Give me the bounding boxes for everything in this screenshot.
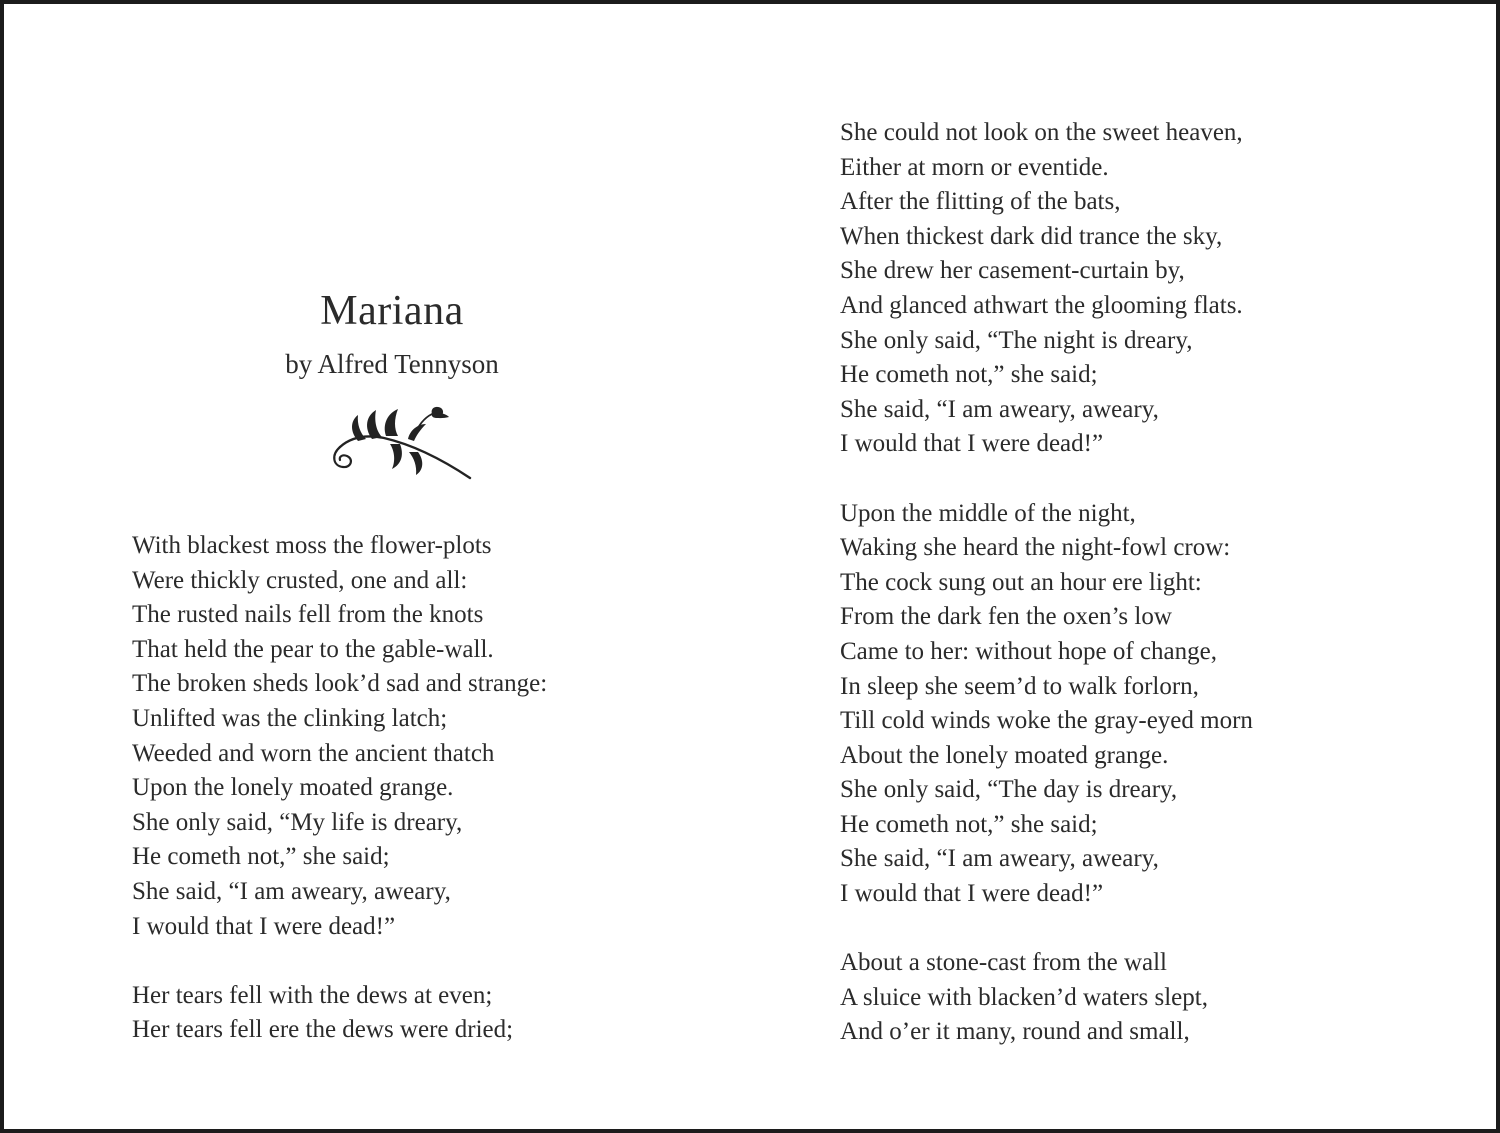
poem-line: I would that I were dead!” [132,912,396,940]
poem-column-right [840,116,1370,1050]
poem-line: Were thickly crusted, one and all: [132,566,468,594]
poem-line: She could not look on the sweet heaven, [840,119,1243,146]
poem-line: A sluice with blacken’d waters slept, [840,983,1208,1011]
poem-line: The broken sheds look’d sad and strange: [132,670,548,698]
poem-line: Till cold winds woke the gray-eyed morn [840,707,1253,735]
poem-line: Upon the middle of the night, [840,499,1136,527]
poem-line: He cometh not,” she said; [840,810,1098,838]
poem-line: With blackest moss the flower-plots [132,532,492,559]
stanza [840,116,1370,462]
poem-line: Waking she heard the night-fowl crow: [840,534,1231,562]
poem-line: She said, “I am aweary, aweary, [840,845,1159,873]
poem-line: And glanced athwart the glooming flats. [840,291,1243,319]
poem-line: The rusted nails fell from the knots [132,601,484,629]
poem-line: She said, “I am aweary, aweary, [840,395,1159,423]
poem-line: He cometh not,” she said; [132,843,390,871]
poem-title: Mariana [320,288,464,334]
stanza [840,946,1370,1050]
poem-line: Weeded and worn the ancient thatch [132,739,495,767]
poem-line: Came to her: without hope of change, [840,637,1217,665]
floral-flourish-icon [312,406,474,481]
poem-line: Unlifted was the clinking latch; [132,704,448,732]
stanza [132,529,662,944]
poem-line: Upon the lonely moated grange. [132,774,454,802]
poem-line: Her tears fell with the dews at even; [132,981,493,1009]
poem-line: When thickest dark did trance the sky, [840,222,1223,250]
poem-byline: by Alfred Tennyson [285,349,499,379]
stanza [132,979,662,1048]
poem-line: She said, “I am aweary, aweary, [132,877,451,905]
stanza [840,497,1370,912]
poem-column-left [132,529,662,1048]
poem-line: The cock sung out an hour ere light: [840,568,1202,596]
poem-line: She only said, “My life is dreary, [132,808,463,836]
poem-line: And o’er it many, round and small, [840,1018,1190,1046]
poem-line: She drew her casement-curtain by, [840,257,1185,285]
poem-line: That held the pear to the gable-wall. [132,635,494,663]
poem-line: Her tears fell ere the dews were dried; [132,1016,514,1044]
poem-line: I would that I were dead!” [840,880,1104,908]
poem-line: After the flitting of the bats, [840,188,1121,216]
poem-line: He cometh not,” she said; [840,361,1098,389]
poem-line: I would that I were dead!” [840,430,1104,458]
poem-line: She only said, “The day is dreary, [840,776,1178,804]
poem-line: From the dark fen the oxen’s low [840,603,1172,631]
poem-line: About the lonely moated grange. [840,741,1169,769]
poem-line: Either at morn or eventide. [840,153,1109,181]
poem-line: She only said, “The night is dreary, [840,326,1193,354]
poem-line: About a stone-cast from the wall [840,949,1167,977]
poem-line: In sleep she seem’d to walk forlorn, [840,672,1199,700]
